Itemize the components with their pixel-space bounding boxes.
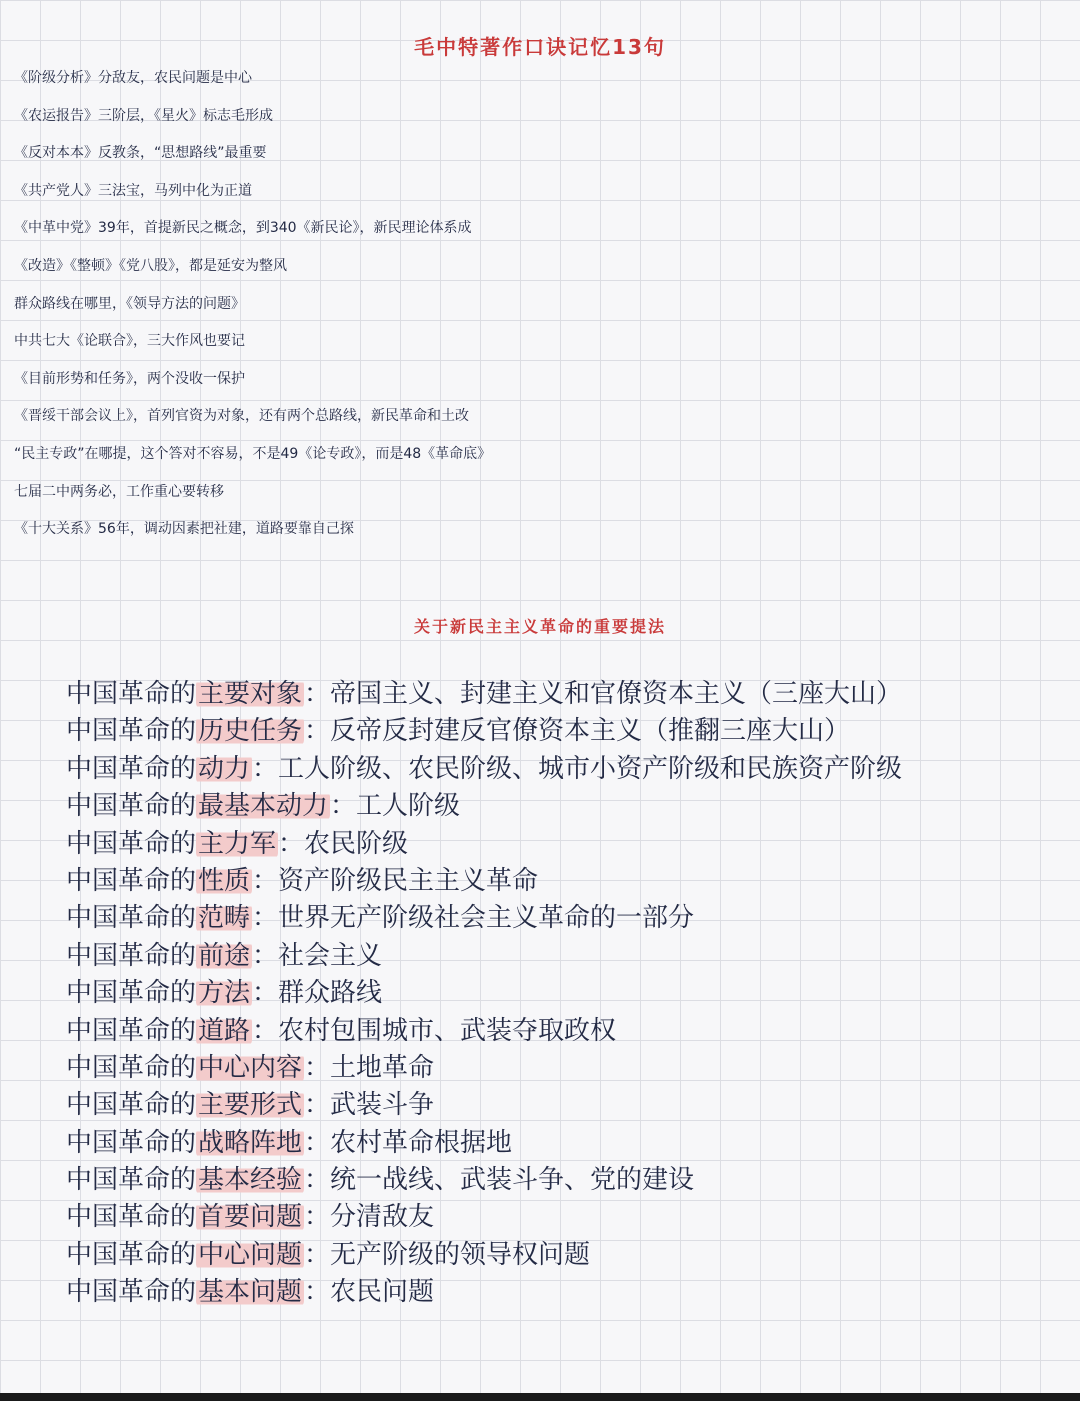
formula-content: ：帝国主义、封建主义和官僚资本主义（三座大山） xyxy=(304,679,903,709)
highlighted-term: 主要形式 xyxy=(198,1090,303,1121)
mnemonic-line: 《阶级分析》分敌友，农民问题是中心 xyxy=(14,70,252,86)
highlighted-term: 基本经验 xyxy=(198,1165,303,1196)
formula-content: ：工人阶级 xyxy=(330,791,461,822)
formula-list xyxy=(66,676,1066,1312)
formula-prefix: 中国革命的 xyxy=(66,903,197,934)
highlighted-term: 最基本动力 xyxy=(198,791,329,822)
formula-content: ：农村革命根据地 xyxy=(304,1127,513,1158)
formula-content: ：工人阶级、农民阶级、城市小资产阶级和民族资产阶级 xyxy=(252,753,903,784)
mnemonic-line: “民主专政”在哪提，这个答对不容易，不是49《论专政》，而是48《革命底》 xyxy=(14,445,492,462)
highlighted-term: 主力军 xyxy=(198,828,277,859)
mnemonic-line: 《反对本本》反教条，“思想路线”最重要 xyxy=(14,145,267,162)
formula-prefix: 中国革命的 xyxy=(66,1202,197,1233)
formula-content: ：农民问题 xyxy=(304,1277,435,1308)
highlighted-term: 范畴 xyxy=(198,903,251,934)
mnemonic-line: 《中革中党》39年，首提新民之概念，到340《新民论》，新民理论体系成 xyxy=(14,220,472,237)
formula-line xyxy=(66,1274,1066,1311)
mnemonic-line: 《目前形势和任务》，两个没收一保护 xyxy=(14,370,245,387)
formula-prefix: 中国革命的 xyxy=(66,679,197,709)
formula-prefix: 中国革命的 xyxy=(66,1127,197,1158)
mnemonic-line: 中共七大《论联合》，三大作风也要记 xyxy=(14,333,245,350)
highlighted-term: 中心问题 xyxy=(198,1239,303,1270)
highlighted-term: 方法 xyxy=(198,978,251,1009)
formula-content: ：土地革命 xyxy=(304,1052,435,1083)
formula-prefix: 中国革命的 xyxy=(66,1165,197,1196)
highlighted-term: 战略阵地 xyxy=(198,1127,303,1158)
formula-content: ：资产阶级民主主义革命 xyxy=(252,865,539,896)
formula-content: ：统一战线、武装斗争、党的建设 xyxy=(304,1165,695,1196)
formula-prefix: 中国革命的 xyxy=(66,940,197,971)
highlighted-term: 基本问题 xyxy=(198,1277,303,1308)
formula-line xyxy=(66,788,1066,825)
formula-prefix: 中国革命的 xyxy=(66,1277,197,1308)
formula-content: ：农村包围城市、武装夺取政权 xyxy=(252,1015,617,1046)
formula-content: ：分清敌友 xyxy=(304,1202,435,1233)
formula-prefix: 中国革命的 xyxy=(66,1015,197,1046)
formula-line xyxy=(66,1013,1066,1050)
formula-line xyxy=(66,1199,1066,1236)
formula-line xyxy=(66,863,1066,900)
formula-line xyxy=(66,900,1066,937)
formula-prefix: 中国革命的 xyxy=(66,753,197,784)
formula-line xyxy=(66,713,1066,750)
formula-prefix: 中国革命的 xyxy=(66,1090,197,1121)
formula-prefix: 中国革命的 xyxy=(66,791,197,822)
formula-line xyxy=(66,1162,1066,1199)
formula-line xyxy=(66,676,1066,713)
formula-content: ：无产阶级的领导权问题 xyxy=(304,1239,591,1270)
mnemonic-line: 《改造》《整顿》《党八股》，都是延安为整风 xyxy=(14,257,287,274)
formula-content: ：世界无产阶级社会主义革命的一部分 xyxy=(252,903,695,934)
highlighted-term: 中心内容 xyxy=(198,1052,303,1083)
formula-line xyxy=(66,938,1066,975)
formula-line xyxy=(66,1087,1066,1124)
formula-line xyxy=(66,1125,1066,1162)
highlighted-term: 首要问题 xyxy=(198,1202,303,1233)
formula-content: ：群众路线 xyxy=(252,978,383,1009)
formula-content: ：反帝反封建反官僚资本主义（推翻三座大山） xyxy=(304,716,851,747)
mnemonic-line: 群众路线在哪里，《领导方法的问题》 xyxy=(14,295,245,312)
highlighted-term: 主要对象 xyxy=(198,679,303,709)
formula-content: ：武装斗争 xyxy=(304,1090,435,1121)
bottom-bar xyxy=(0,1393,1080,1401)
page-title: 毛中特著作口诀记忆13句 xyxy=(414,35,666,60)
formula-line xyxy=(66,826,1066,863)
highlighted-term: 前途 xyxy=(198,940,251,971)
highlighted-term: 道路 xyxy=(198,1015,251,1046)
mnemonic-line: 七届二中两务必，工作重心要转移 xyxy=(14,483,224,500)
formula-line xyxy=(66,1237,1066,1274)
mnemonic-line: 《十大关系》56年，调动因素把社建，道路要靠自己探 xyxy=(14,521,354,538)
highlighted-term: 历史任务 xyxy=(198,716,303,747)
formula-prefix: 中国革命的 xyxy=(66,978,197,1009)
formula-content: ：社会主义 xyxy=(252,940,383,971)
formula-prefix: 中国革命的 xyxy=(66,1052,197,1083)
formula-prefix: 中国革命的 xyxy=(66,716,197,747)
highlighted-term: 性质 xyxy=(198,865,251,896)
formula-prefix: 中国革命的 xyxy=(66,1239,197,1270)
mnemonic-line: 《农运报告》三阶层，《星火》标志毛形成 xyxy=(14,107,273,124)
formula-prefix: 中国革命的 xyxy=(66,865,197,896)
formula-line xyxy=(66,751,1066,788)
formula-prefix: 中国革命的 xyxy=(66,828,197,859)
section-title: 关于新民主主义革命的重要提法 xyxy=(413,617,666,637)
formula-content: ：农民阶级 xyxy=(278,828,409,859)
formula-line xyxy=(66,975,1066,1012)
mnemonic-line: 《晋绥干部会议上》，首列官资为对象，还有两个总路线，新民革命和土改 xyxy=(14,408,469,425)
mnemonic-line: 《共产党人》三法宝，马列中化为正道 xyxy=(14,182,252,199)
formula-line xyxy=(66,1050,1066,1087)
highlighted-term: 动力 xyxy=(198,753,251,784)
mnemonic-list xyxy=(14,60,1074,549)
